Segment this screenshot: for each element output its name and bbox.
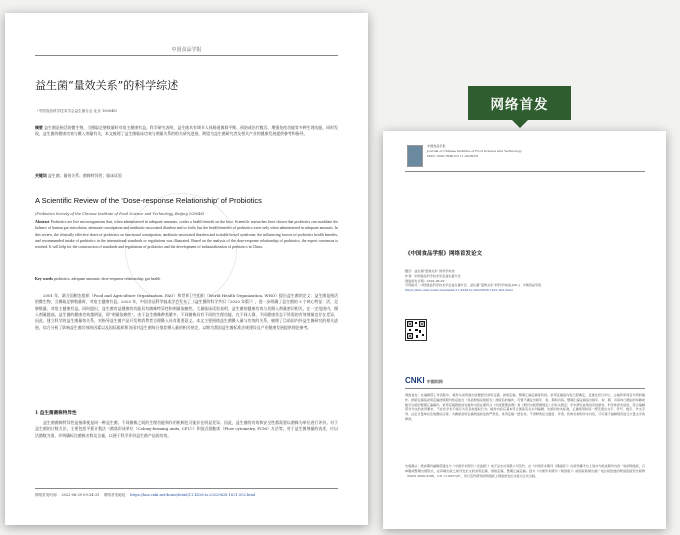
footer-rule <box>35 488 338 489</box>
section-1-text: 益生菌菌株特异性是指即使是同一种益生菌，不同菌株之间的生理功能和作用机制也可能存在明显差异。因此，益生菌的功效和安全性都需要以菌株为单位进行评价。对于益生菌的计数方法，主要包括平板计数法（菌落形成单位（Colony-forming units, CFU））和流式细胞术（Flow cytometry, FCM）方法等。对于益生菌剂量的表述，应以活菌数为准，并明确标注菌株名称及含量，以便于科学评价益生菌产品的功效。 <box>35 420 338 438</box>
footer-time: 2022-06-29 09:34:31 <box>61 493 100 497</box>
footer-address-label: 网络首发地址： <box>103 493 130 497</box>
online-first-cover-page <box>383 131 666 529</box>
keywords-label: 关键词 <box>35 173 47 178</box>
affiliation-en: (Probiotics Society of the Chinese Institute of Food Science and Technology, Beijing 100048) <box>35 212 205 216</box>
meta-date: 网络首发日期：2022-06-29 <box>405 278 445 283</box>
abstract-label: 摘要 <box>35 125 43 130</box>
online-first-statement: 网络首发：在编辑部工作流程中，稿件从录用到出版要经历录用定稿、排版定稿、整期汇编定稿等阶段。录用定稿指内容已经确定，且通过同行评议、主编终审同意刊用的稿件。排版定稿指录用定稿按照期刊特定版式（包括网络呈现版式）排版后的稿件，可暂不确定出版年、卷、期和页码。整期汇编定稿指出版年、卷、期、页码均已确定的印刷或数字出版的整期汇编稿件。录用定稿网络首发稿件内容必须符合《出版管理条例》和《期刊出版管理规定》的有关规定；学术研究成果具有创新性、科学性和先进性，符合编辑部对刊文的录用要求，不存在学术不端行为及其他侵权行为；稿件内容应基本符合国家有关书刊编辑、出版的技术标准，正确使用和统一规范语言文字、符号、数字、外文字母、法定计量单位及地图标注等。为确保录用定稿网络首发的严肃性，录用定稿一经发布，不得修改论文题目、作者、机构名称和学术内容，只可基于编辑规范进行少量文字的修改。 <box>405 393 645 421</box>
article-title-cn: 益生菌“量效关系”的科学综述 <box>35 79 179 92</box>
meta-citation: 引用格式：中国食品科学技术学会益生菌分会．益生菌“量效关系”的科学综述[J/OL]．中国食品学报． <box>405 283 545 288</box>
qr-code-icon <box>405 319 427 341</box>
article-meta <box>405 269 590 293</box>
introduction-paragraph: 2001 年，联合国粮农组织（Food and Agriculture Organization, FAO）和世界卫生组织（World Health Organization, WHO）提出益生菌的定义：益生菌是指活的微生物，当摄取足够数量时，对宿主健康有益。2020 年，中国食品科学技术学会发布了《益生菌的科学共识（2020 年版）》，进一步明确了益生菌的 3 个核心特征：活、足够数量、对宿主健康有益。同时提出，益生菌有益健康的功能具有菌株特异性和剂量依赖性。大量临床试验表明，益生菌的健康功效与其摄入剂量密切相关，在一定范围内，摄入剂量越高，益生菌的健康功效越明显，即“剂量依赖性”。由于益生菌株种类繁多，不同菌株具有不同的生理功能，在不同人群、不同健康状态下所需的有效剂量也存在差异，因此，建立科学的益生菌量效关系，对指导益生菌产品开发和消费者合理摄入具有重要意义。本文主要围绕益生菌摄入量与功效的关系，梳理了目前国内外益生菌研究的相关进展，综合分析了影响益生菌功效的因素以及国际组织和各国对益生菌每日推荐摄入量的相关规定，以期为我国益生菌标准法规建设及产业健康发展提供理论参考。 <box>35 293 338 330</box>
header-rule <box>35 55 338 56</box>
abstract-en-text: Probiotics are live microorganisms that, when administered in adequate amounts, confer a health benefit on the host. Scientific researches have shown that probiotics can modulate the balance of human gut microbiota, attenuate constipation and antibiotic-associated diarrhea and so forth, but the health benefits of probiotics exert only when administered in adequate amounts. In this review, the clinically effective doses of probiotics on functional constipation, antibiotic-associated diarrhea and irritable bowel syndrome, the influencing factors of probiotics health benefits, and recommended intake of probiotics in the international standards or regulations was illustrated. Based on the analysis of the dose-response relationship of probiotics, the expert consensus is reached. It will help for the construction of standards and regulations of probiotics and the development of industrialization of probiotics in China. <box>35 220 338 250</box>
keywords-en-text: probiotics; adequate amounts; dose-response relationship; gut health <box>53 277 161 281</box>
article-first-page <box>5 13 368 525</box>
abstract-cn <box>35 125 338 138</box>
journal-name-en: Journal of Chinese Institute of Food Science and Technology <box>427 148 522 153</box>
journal-cover-thumbnail <box>407 145 423 167</box>
keywords-cn <box>35 173 338 179</box>
abstract-en <box>35 219 338 251</box>
running-header: 中国食品学报 <box>171 47 202 53</box>
abstract-cn-text: 益生菌是指活的微生物，当摄取足够数量时对宿主健康有益。科学研究表明，益生菌具有调节人体肠道菌群平衡、预防或治疗腹泻、增强免疫功能等多种生理功能。同时发现，益生菌的健康功效与摄入剂量有关，本文梳理了益生菌临床功效与剂量关系的相关研究进展，期望为益生菌研究者及相关产业的健康发展提供参考和指导。 <box>35 125 338 137</box>
cover-header-rule <box>405 171 645 172</box>
online-first-banner: 网络首发 <box>468 86 571 120</box>
journal-info <box>427 144 647 158</box>
keywords-cn-text: 益生菌；量效关系；菌株特异性；临床试验 <box>47 173 122 178</box>
publish-footer <box>35 493 350 498</box>
footer-time-label: 网络首发时间： <box>35 493 61 497</box>
journal-issn: ISSN 1009-7848,CN 11-4528/TS <box>427 153 479 158</box>
abstract-label-en: Abstract <box>35 220 50 224</box>
author-affiliation-cn: （中国食品科学技术学会益生菌分会 北京 100048） <box>35 109 120 113</box>
keywords-label-en: Key words <box>35 277 53 281</box>
section-1-title: 1 益生菌菌株特异性 <box>35 411 77 416</box>
article-title-en: A Scientific Review of the ‘Dose-response Relationship’ of Probiotics <box>35 196 262 205</box>
cnki-logo: CNKI 中国知网 <box>405 376 443 385</box>
online-first-heading: 《中国食品学报》网络首发论文 <box>405 251 483 257</box>
keywords-en <box>35 276 338 282</box>
journal-name: 中国食品学报 <box>427 144 446 148</box>
footer-url[interactable]: https://kns.cnki.net/kcms/detail/11.4528.ts.20220628.1621.002.html <box>130 493 256 497</box>
meta-author: 作者：中国食品科学技术学会益生菌分会 <box>405 273 461 278</box>
publish-confirmation: 出版确认：纸质期刊编辑部通过与《中国学术期刊（光盘版）》电子杂志社有限公司签约，在《中国学术期刊（网络版）》出版传播平台上创办与纸质期刊内容一致的网络版，以单篇或整期出版形式，在印刷出版之前刊发论文的录用定稿、排版定稿、整期汇编定稿。因为《中国学术期刊（网络版）》是国家新闻出版广电总局批准的网络连续型出版物（ISSN 2096-4188，CN 11-6037/Z），所以签约期刊的网络版上网络首发论文视为正式出版。 <box>405 464 645 478</box>
meta-title: 题目：益生菌“量效关系”的科学综述 <box>405 269 455 273</box>
meta-citation-url: https://kns.cnki.net/kcms/detail/11.4528.ts.20220628.1621.002.html <box>405 288 513 293</box>
statement-rule <box>405 388 645 389</box>
